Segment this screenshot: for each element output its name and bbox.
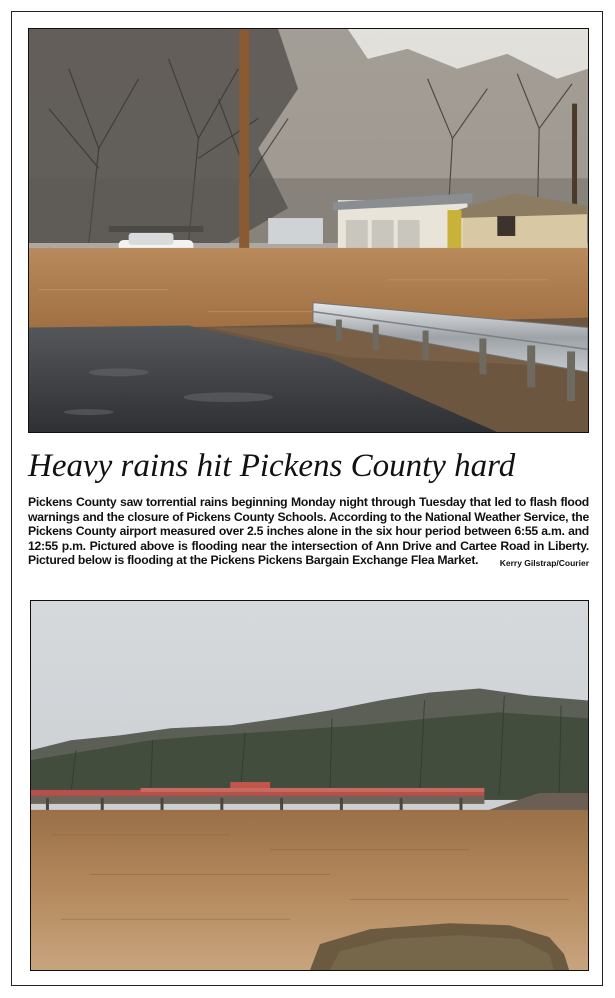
photo-credit: Kerry Gilstrap/Courier — [499, 558, 589, 569]
flood-photo-top — [28, 28, 589, 433]
flood-photo-bottom — [30, 600, 589, 971]
caption-text: Pickens County saw torrential rains beginning Monday night through Tuesday that led to flash flood warnings and the closure of Pickens County Schools. According to the National Weather Service, the Pickens County airport measured over 2.5 inches alone in the six hour period between 6:55 a.m. and 12:55 p.m. Pictured above is flooding near the intersection of Ann Drive and Cartee Road in Liberty. Pictured below is flooding at the Pickens Pickens Bargain Exchange Flea Market. — [28, 495, 589, 568]
photo-caption — [28, 495, 589, 571]
headline: Heavy rains hit Pickens County hard — [28, 448, 516, 484]
